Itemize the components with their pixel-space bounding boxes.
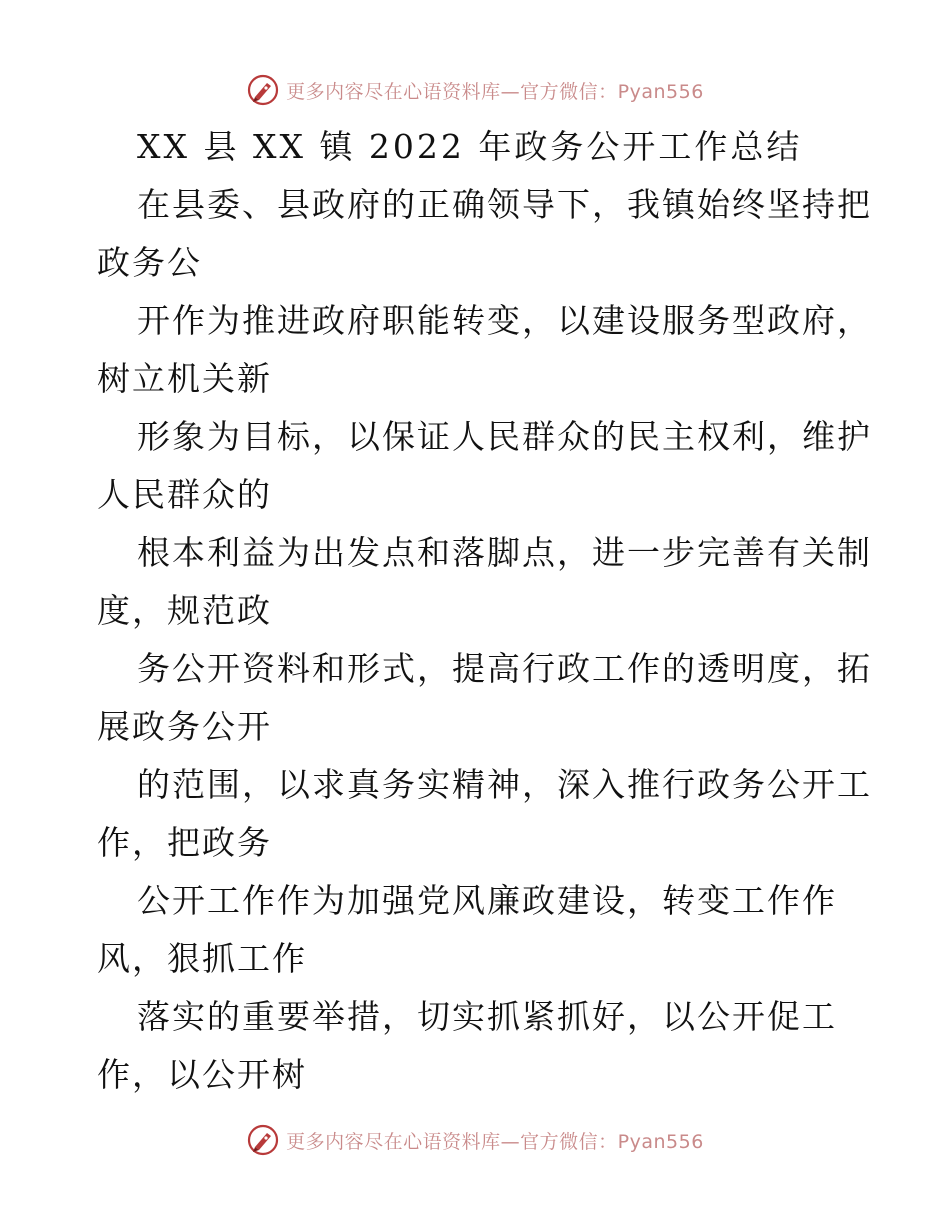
line-second: 度，规范政 xyxy=(97,591,272,630)
paragraph-line xyxy=(97,408,872,524)
line-first: 开作为推进政府职能转变，以建设服务型政府， xyxy=(137,301,872,340)
line-first: 务公开资料和形式，提高行政工作的透明度，拓 xyxy=(137,649,872,688)
paragraph-line xyxy=(97,292,872,408)
paragraph-line xyxy=(97,988,857,1104)
line-second: 人民群众的 xyxy=(97,475,272,514)
banner-text: 更多内容尽在心语资料库—官方微信：Pyan556 xyxy=(286,1130,704,1153)
line-second: 展政务公开 xyxy=(97,707,272,746)
footer-banner xyxy=(0,1120,950,1160)
line-second: 树立机关新 xyxy=(97,359,272,398)
pen-nib-logo-icon xyxy=(246,1123,280,1157)
paragraph-line xyxy=(97,524,872,640)
line-second: 风，狠抓工作 xyxy=(97,939,307,978)
paragraph-line xyxy=(97,176,872,292)
paragraph-line xyxy=(97,756,872,872)
line-second: 作，把政务 xyxy=(97,823,272,862)
line-first: 形象为目标，以保证人民群众的民主权利，维护 xyxy=(137,417,872,456)
paragraph-line xyxy=(97,640,872,756)
line-first: 落实的重要举措，切实抓紧抓好，以公开促工 xyxy=(137,997,837,1036)
line-first: 根本利益为出发点和落脚点，进一步完善有关制 xyxy=(137,533,872,572)
line-first: 公开工作作为加强党风廉政建设，转变工作作 xyxy=(137,881,837,920)
line-second: 作，以公开树 xyxy=(97,1055,307,1094)
line-second: 政务公 xyxy=(97,243,202,282)
document-body xyxy=(97,118,872,1104)
banner-text: 更多内容尽在心语资料库—官方微信：Pyan556 xyxy=(286,80,704,103)
line-first: 的范围，以求真务实精神，深入推行政务公开工 xyxy=(137,765,872,804)
document-title: XX 县 XX 镇 2022 年政务公开工作总结 xyxy=(137,127,803,166)
pen-nib-logo-icon xyxy=(246,73,280,107)
line-first: 在县委、县政府的正确领导下，我镇始终坚持把 xyxy=(137,185,872,224)
header-banner xyxy=(0,70,950,110)
paragraph-line xyxy=(97,872,857,988)
